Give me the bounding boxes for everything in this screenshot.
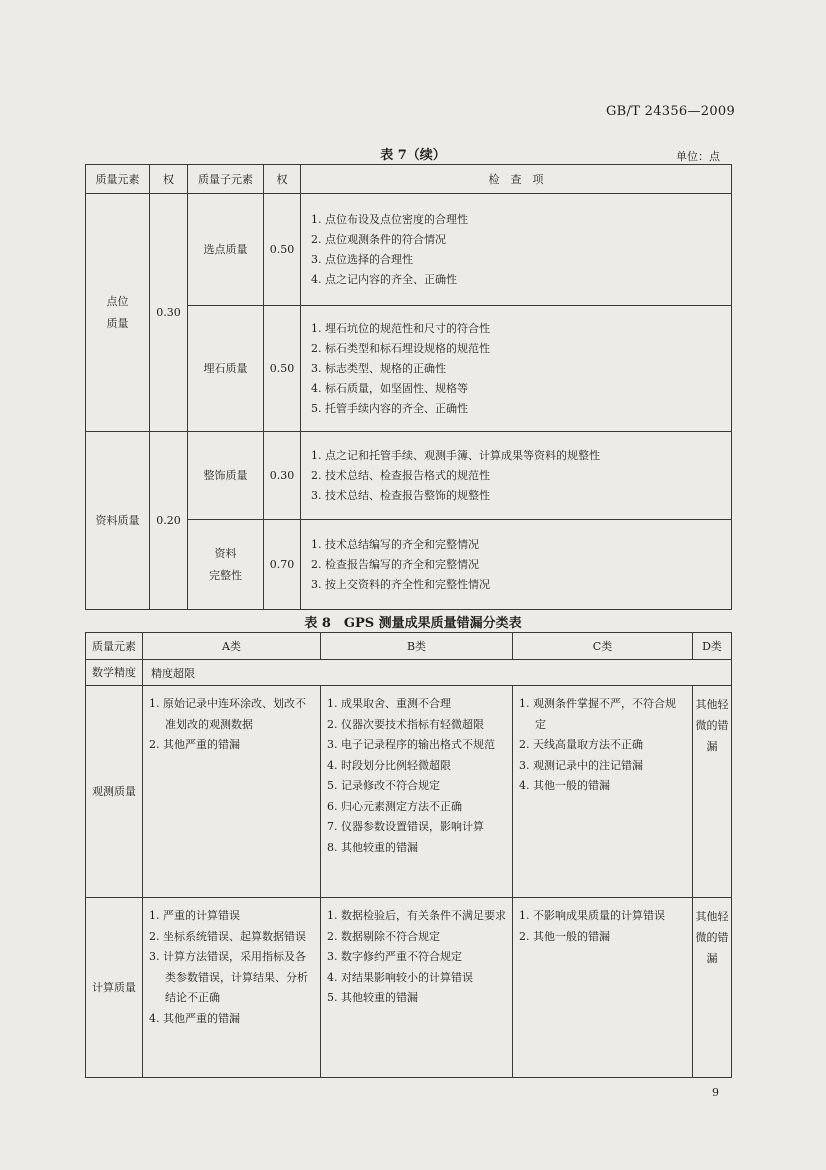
list-item: 5. 托管手续内容的齐全、正确性 <box>311 401 468 415</box>
list-item: 2. 其他一般的错漏 <box>519 929 610 943</box>
table7-title: 表 7（续） <box>380 148 446 163</box>
list-item: 3. 计算方法错误，采用指标及各类参数错误，计算结果、分析结论不正确 <box>149 950 308 1004</box>
sub-weight: 0.50 <box>264 306 301 432</box>
sub-monument: 埋石质量 <box>188 306 264 432</box>
observation-a <box>143 686 321 898</box>
sub-finishing: 整饰质量 <box>188 432 264 520</box>
list-item: 4. 其他一般的错漏 <box>519 779 610 792</box>
check-items <box>301 194 732 306</box>
table8-header-row <box>86 633 732 660</box>
list-item: 4. 时段划分比例轻微超限 <box>327 758 451 772</box>
sub-completeness: 资料 完整性 <box>188 520 264 610</box>
calculation-b <box>321 898 513 1078</box>
observation-b <box>321 686 513 898</box>
list-item: 2. 标石类型和标石埋设规格的规范性 <box>311 341 490 355</box>
element-observation-quality: 观测质量 <box>86 686 143 898</box>
list-item: 4. 点之记内容的齐全、正确性 <box>311 272 457 286</box>
list-item: 2. 技术总结、检查报告格式的规范性 <box>311 468 490 482</box>
table7-header-element: 质量元素 <box>86 165 150 194</box>
table7 <box>85 164 732 610</box>
table-row <box>86 432 732 520</box>
standard-code: GB/T 24356—2009 <box>606 104 736 119</box>
observation-d: 其他轻微的错漏 <box>693 686 732 898</box>
list-item: 4. 对结果影响较小的计算错误 <box>327 970 473 984</box>
list-item: 1. 严重的计算错误 <box>149 909 240 922</box>
observation-c <box>513 686 693 898</box>
list-item: 8. 其他较重的错漏 <box>327 840 418 854</box>
list-item: 5. 记录修改不符合规定 <box>327 779 440 792</box>
check-items <box>301 520 732 610</box>
table8-title: 表 8 GPS 测量成果质量错漏分类表 <box>304 616 522 631</box>
list-item: 7. 仪器参数设置错误，影响计算 <box>327 820 484 833</box>
list-item: 3. 标志类型、规格的正确性 <box>311 361 446 375</box>
sub-site-selection: 选点质量 <box>188 194 264 306</box>
table8-header-a: A类 <box>143 633 321 660</box>
list-item: 3. 按上交资料的齐全性和完整性情况 <box>311 577 490 591</box>
list-item: 1. 成果取舍、重测不合理 <box>327 697 451 710</box>
list-item: 2. 点位观测条件的符合情况 <box>311 232 446 246</box>
weight-data-quality: 0.20 <box>150 432 188 610</box>
list-item: 4. 其他严重的错漏 <box>149 1011 240 1025</box>
table-row <box>86 660 732 686</box>
table7-header-check-items: 检 查 项 <box>301 165 732 194</box>
list-item: 3. 电子记录程序的输出格式不规范 <box>327 738 495 751</box>
list-item: 2. 检查报告编写的齐全和完整情况 <box>311 557 479 571</box>
sub-weight: 0.70 <box>264 520 301 610</box>
list-item: 6. 归心元素测定方法不正确 <box>327 799 462 813</box>
sub-weight: 0.50 <box>264 194 301 306</box>
list-item: 1. 技术总结编写的齐全和完整情况 <box>311 537 479 551</box>
table8-header-element: 质量元素 <box>86 633 143 660</box>
list-item: 2. 坐标系统错误、起算数据错误 <box>149 929 306 943</box>
list-item: 1. 点位布设及点位密度的合理性 <box>311 212 468 226</box>
list-item: 2. 天线高量取方法不正确 <box>519 738 643 751</box>
table7-unit: 单位：点 <box>676 150 720 163</box>
table-row <box>86 686 732 898</box>
check-items <box>301 432 732 520</box>
element-data-quality: 资料质量 <box>86 432 150 610</box>
list-item: 1. 埋石坑位的规范性和尺寸的符合性 <box>311 321 490 335</box>
table8 <box>85 632 732 1078</box>
check-items <box>301 306 732 432</box>
list-item: 1. 点之记和托管手续、观测手簿、计算成果等资料的规整性 <box>311 448 600 462</box>
weight-point-quality: 0.30 <box>150 194 188 432</box>
table-row <box>86 194 732 306</box>
sub-weight: 0.30 <box>264 432 301 520</box>
list-item: 4. 标石质量，如坚固性、规格等 <box>311 381 468 395</box>
list-item: 5. 其他较重的错漏 <box>327 991 418 1004</box>
calculation-d: 其他轻微的错漏 <box>693 898 732 1078</box>
table8-header-d: D类 <box>693 633 732 660</box>
element-calculation-quality: 计算质量 <box>86 898 143 1078</box>
precision-text: 精度超限 <box>143 660 732 686</box>
table7-header-row <box>86 165 732 194</box>
list-item: 2. 其他严重的错漏 <box>149 738 240 751</box>
table7-header-subweight: 权 <box>264 165 301 194</box>
list-item: 3. 数字修约严重不符合规定 <box>327 950 462 963</box>
table7-header-subelement: 质量子元素 <box>188 165 264 194</box>
list-item: 1. 观测条件掌握不严，不符合规定 <box>519 697 676 731</box>
table-row <box>86 898 732 1078</box>
list-item: 3. 点位选择的合理性 <box>311 252 413 266</box>
list-item: 3. 观测记录中的注记错漏 <box>519 758 643 772</box>
list-item: 3. 技术总结、检查报告整饰的规整性 <box>311 488 490 502</box>
calculation-c <box>513 898 693 1078</box>
element-point-quality: 点位 质量 <box>86 194 150 432</box>
table8-header-c: C类 <box>513 633 693 660</box>
table8-header-b: B类 <box>321 633 513 660</box>
list-item: 1. 不影响成果质量的计算错误 <box>519 909 665 922</box>
calculation-a <box>143 898 321 1078</box>
list-item: 1. 数据检验后，有关条件不满足要求 <box>327 909 506 922</box>
element-math-precision: 数学精度 <box>86 660 143 686</box>
list-item: 1. 原始记录中连环涂改、划改不准划改的观测数据 <box>149 697 306 731</box>
page-number: 9 <box>712 1086 719 1099</box>
list-item: 2. 数据剔除不符合规定 <box>327 929 440 943</box>
table7-header-weight: 权 <box>150 165 188 194</box>
list-item: 2. 仪器次要技术指标有轻微超限 <box>327 717 484 731</box>
